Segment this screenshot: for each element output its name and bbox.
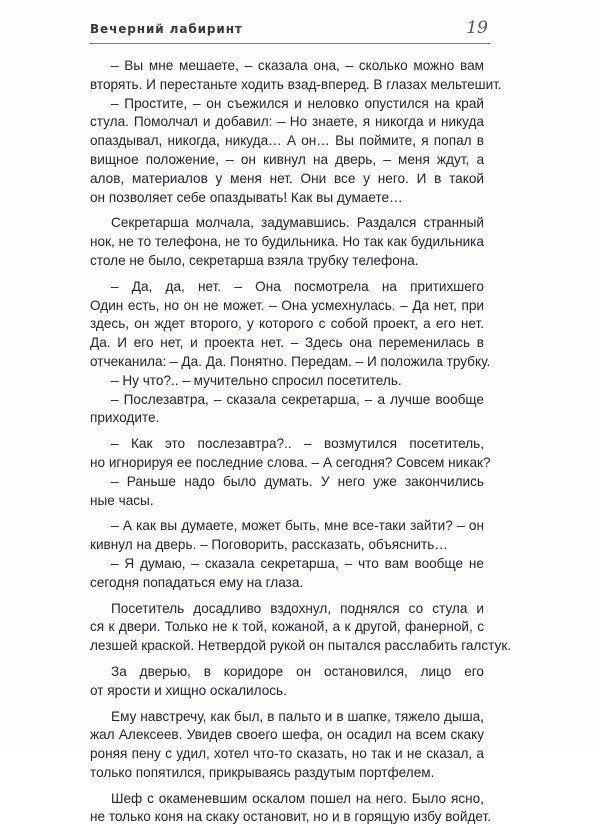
text-line: кивнул на дверь. – Поговорить, рассказать, объяснить… — [90, 537, 448, 553]
text-line: только попятился, прикрываясь раздутым портфелем. — [90, 764, 435, 780]
paragraph-gap — [90, 510, 484, 517]
text-line: столе не было, секретарша взяла трубку телефона. — [90, 252, 419, 268]
page-number: 19 — [466, 18, 488, 38]
text-line: опаздывал, никогда, никуда… А он… Вы поймите, я попал в — [90, 133, 484, 149]
text-line: не только коня на скаку остановит, но и в горящую избу войдет. — [90, 809, 492, 825]
text-line: приходите. — [90, 410, 160, 426]
text-line: Один есть, но он не может. – Она усмехнулась. – Да нет, при — [90, 297, 484, 313]
paragraph-gap — [90, 593, 484, 600]
text-line: ные часы. — [90, 492, 154, 508]
text-line: ся к двери. Только не к той, кожаной, а к другой, фанерной, с — [90, 619, 484, 635]
text-line: алов, материалов у меня нет. Они все у него. И в такой — [90, 170, 484, 186]
text-line: – А как вы думаете, может быть, мне все-таки зайти? – он — [111, 518, 484, 534]
text-line: – Ну что?.. – мучительно спросил посетитель. — [111, 372, 402, 388]
text-line: вторять. И перестаньте ходить взад-вперед. В глазах мельтешит. — [90, 76, 502, 92]
text-line: здесь, он ждет второго, у которого с собой проект, а его нет. — [90, 316, 484, 332]
paragraph-gap — [90, 701, 484, 708]
body-text — [90, 57, 512, 827]
paragraph-gap — [90, 656, 484, 663]
running-header-title: Вечерний лабиринт — [90, 22, 243, 36]
text-line: Ему навстречу, как был, в пальто и в шапке, тяжело дыша, — [111, 708, 484, 724]
paragraph-gap — [90, 428, 484, 435]
text-line: – Да, да, нет. – Она посмотрела на притихшего — [111, 278, 484, 294]
text-line: но игнорируя ее последние слова. – А сегодня? Совсем никак? — [90, 454, 491, 470]
text-line: Шеф с окаменевшим оскалом пошел на него. Было ясно, — [111, 790, 484, 806]
text-line: – Как это послезавтра?.. – возмутился посетитель, — [111, 436, 484, 452]
text-line: стула. Помолчал и добавил: – Но знаете, я никогда и никуда — [90, 114, 484, 130]
text-line: – Вы мне мешаете, – сказала она, – сколько можно вам — [111, 58, 484, 73]
text-line: – Послезавтра, – сказала секретарша, – а лучше вообще — [111, 391, 484, 407]
text-line: – Раньше надо было думать. У него уже закончились — [111, 473, 484, 489]
paragraph-gap — [90, 207, 484, 214]
header-rule — [90, 43, 490, 44]
text-line: – Я думаю, – сказала секретарша, – что вам вообще не — [111, 555, 484, 571]
running-header — [90, 16, 490, 42]
text-line: Секретарша молчала, задумавшись. Раздался странный — [111, 215, 484, 231]
text-line: вищное положение, – он кивнул на дверь, – меня ждут, а — [90, 151, 484, 167]
paragraph-gap — [90, 783, 484, 790]
text-line: Посетитель досадливо вздохнул, поднялся со стула и — [111, 600, 484, 616]
text-line: отчеканила: – Да. Да. Понятно. Передам. – И положила трубку. — [90, 353, 491, 369]
text-line: нок, не то телефона, не то будильника. Но так как будильника — [90, 234, 484, 250]
text-line: сегодня попадаться ему на глаза. — [90, 574, 304, 590]
text-line: Да. И его нет, и проекта нет. – Здесь она переменилась в — [90, 335, 484, 351]
text-line: За дверью, в коридоре он остановился, лицо его — [111, 663, 484, 679]
text-line: от ярости и хищно оскалилось. — [90, 682, 287, 698]
text-line: жал Алексеев. Увидев своего шефа, он осадил на всем скаку — [90, 727, 484, 743]
text-line: он позволяет себе опаздывать! Как вы думаете… — [90, 189, 403, 205]
text-line: лезшей краской. Нетвердой рукой он пытался расслабить галстук. — [90, 638, 512, 654]
text-line: – Простите, – он съежился и неловко опустился на край — [111, 95, 484, 111]
paragraph-gap — [90, 271, 484, 278]
text-line: роняя пену с удил, хотел что-то сказать, но так и не сказал, а — [90, 746, 484, 762]
